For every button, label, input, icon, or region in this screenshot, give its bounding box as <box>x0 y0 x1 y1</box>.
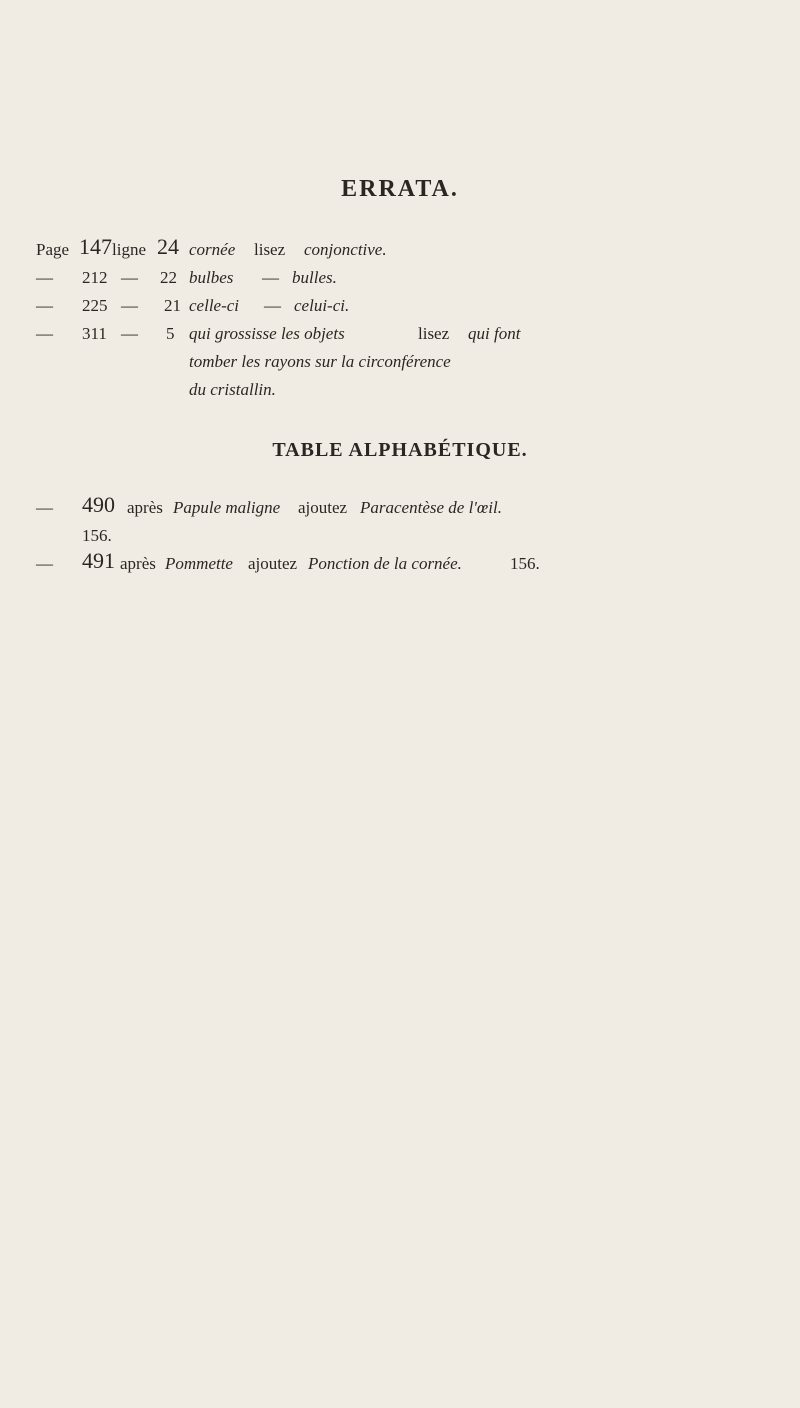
line-dash: — <box>121 324 138 343</box>
line-number: 21 <box>164 296 181 315</box>
errata-title: ERRATA. <box>341 176 459 202</box>
page-number: 212 <box>82 268 108 287</box>
page-reference: 156. <box>82 526 112 545</box>
page-dash: — <box>36 324 53 343</box>
correct-word: bulles. <box>292 268 337 287</box>
table-title: TABLE ALPHABÉTIQUE. <box>272 439 528 461</box>
entry-dash: — <box>36 498 53 517</box>
line-label: ligne <box>112 240 146 259</box>
page-number: 311 <box>82 324 107 343</box>
read-label: lisez <box>254 240 286 259</box>
line-number: 5 <box>166 324 175 343</box>
line-number: 22 <box>160 268 177 287</box>
correct-phrase-continued: du cristallin. <box>189 380 276 399</box>
line-dash: — <box>121 296 138 315</box>
page-reference: 156. <box>510 554 540 573</box>
wrong-phrase: qui grossisse les objets <box>189 324 345 343</box>
page-number: 147 <box>79 234 112 259</box>
page-dash: — <box>36 268 53 287</box>
page-number: 490 <box>82 492 115 517</box>
read-dash: — <box>264 296 281 315</box>
correct-phrase-continued: tomber les rayons sur la circonférence <box>189 352 451 371</box>
after-label: après <box>127 498 163 517</box>
page-number: 491 <box>82 548 115 573</box>
entry-text: Paracentèse de l'œil. <box>360 498 502 517</box>
wrong-word: celle-ci <box>189 296 240 315</box>
read-dash: — <box>262 268 279 287</box>
line-number: 24 <box>157 234 179 259</box>
correct-phrase: qui font <box>468 324 521 343</box>
entry-text: Ponction de la cornée. <box>308 554 462 573</box>
entry-dash: — <box>36 554 53 573</box>
page-dash: — <box>36 296 53 315</box>
correct-word: celui-ci. <box>294 296 350 315</box>
add-label: ajoutez <box>248 554 298 573</box>
term: Papule maligne <box>173 498 281 517</box>
correct-word: conjonctive. <box>304 240 387 259</box>
term: Pommette <box>165 554 233 573</box>
after-label: après <box>120 554 156 573</box>
line-dash: — <box>121 268 138 287</box>
read-label: lisez <box>418 324 450 343</box>
page-label: Page <box>36 240 70 259</box>
wrong-word: bulbes <box>189 268 234 287</box>
add-label: ajoutez <box>298 498 348 517</box>
page-number: 225 <box>82 296 108 315</box>
wrong-word: cornée <box>189 240 236 259</box>
